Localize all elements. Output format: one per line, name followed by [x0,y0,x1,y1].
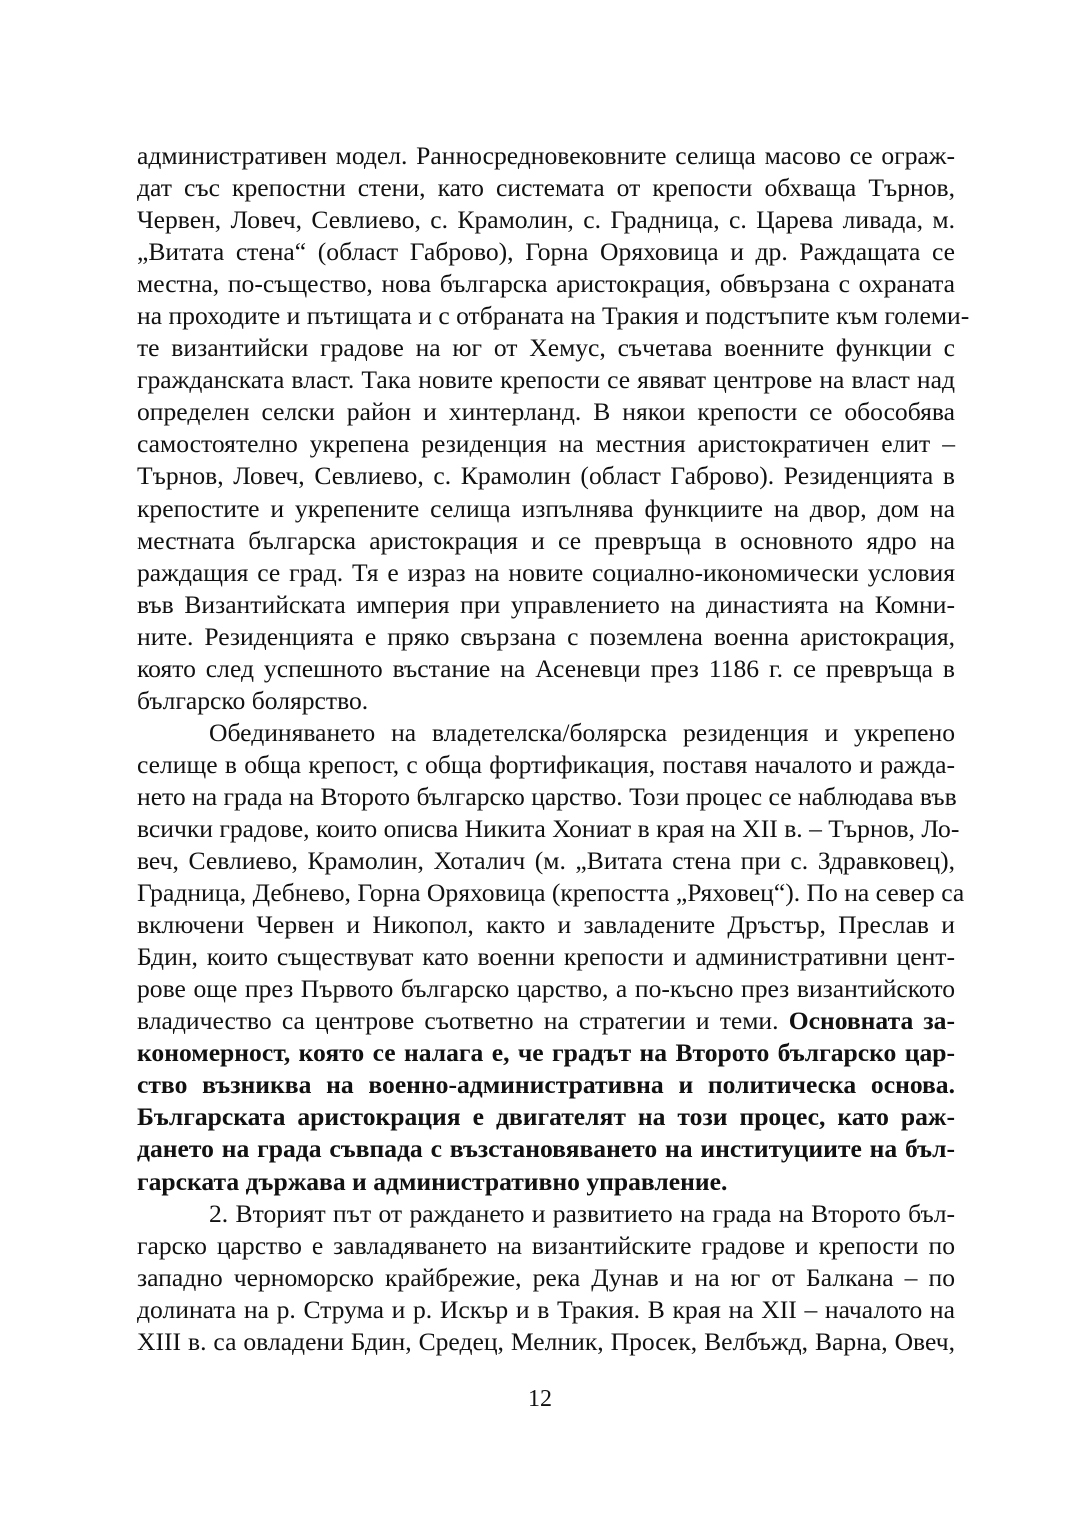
text-line: във Византийската империя при управлението на династията на Комни- [137,589,955,619]
text-line: всички градове, които описва Никита Хониат в края на XII в. – Търнов, Ло- [137,813,960,843]
paragraph-1 [137,140,970,717]
emphasis-line: ство възниква на военно-административна и политическа основа. [137,1070,955,1100]
text-line: гражданската власт. Така новите крепости се явяват центрове на власт над [137,365,955,395]
emphasis-text: Основната за- [788,1006,955,1036]
text-line: 2. Вторият път от раждането и развитието на града на Второто бъл- [209,1198,955,1228]
emphasis-line: гарската държава и административно управление. [137,1166,728,1196]
text-line: дат със крепостни стени, като системата от крепости обхваща Търнов, [137,173,955,203]
text-line: крепостите и укрепените селища изпълнява функциите на двор, дом на [137,493,955,523]
text-line: българско болярство. [137,685,369,715]
text-line: Търнов, Ловеч, Севлиево, с. Крамолин (област Габрово). Резиденцията в [137,461,955,491]
emphasis-line: дането на града съвпада с възстановяването на институциите на бъл- [137,1134,955,1164]
text-line: селище в обща крепост, с обща фортификация, поставя началото и ражда- [137,749,955,779]
text-line: „Витата стена“ (област Габрово), Горна Оряховица и др. Раждащата се [137,237,955,267]
emphasis-line: Българската аристокрация е двигателят на този процес, като раж- [137,1102,955,1132]
text-line: Градница, Дебнево, Горна Оряховица (крепостта „Ряховец“). По на север са [137,878,965,908]
text-line: самостоятелно укрепена резиденция на местния аристократичен елит – [137,429,955,459]
text-line: XIII в. са овладени Бдин, Средец, Мелник, Просек, Велбъжд, Варна, Овеч, [137,1326,955,1356]
text-line: рове още през Първото българско царство, а по-късно през византийското [137,974,955,1004]
emphasis-line: кономерност, която се налага е, че градът на Второто българско цар- [137,1038,955,1068]
page-body [137,140,970,1358]
text-line: веч, Севлиево, Крамолин, Хоталич (м. „Витата стена при с. Здравковец), [137,846,955,876]
text-line: нето на града на Второто българско царство. Този процес се наблюдава във [137,781,957,811]
text-line: ните. Резиденцията е пряко свързана с поземлена военна аристокрация, [137,621,955,651]
text-line: те византийски градове на юг от Хемус, съчетава военните функции с [137,333,955,363]
text-line: Бдин, които съществуват като военни крепости и административни цент- [137,942,955,972]
text-line: Обединяването на владетелска/болярска резиденция и укрепено [209,717,955,747]
text-line: административен модел. Ранносредновековните селища масово се ограж- [137,141,955,170]
text-line: гарско царство е завладяването на византийските градове и крепости по [137,1230,955,1260]
text-line: определен селски район и хинтерланд. В някои крепости се обособява [137,397,955,427]
page-number: 12 [528,1386,552,1412]
regular-text: владичество са центрове съответно на стратегии и теми. [137,1006,779,1036]
text-line: долината на р. Струма и р. Искър и в Тракия. В края на XII – началото на [137,1294,955,1324]
text-line: западно черноморско крайбрежие, река Дунав и на юг от Балкана – по [137,1262,955,1292]
text-line: раждащия се град. Тя е израз на новите социално-икономически условия [137,557,955,587]
text-line: на проходите и пътищата и с отбраната на Тракия и подстъпите към големи- [137,301,970,331]
paragraph-3 [137,1198,955,1358]
mixed-text-line [137,1005,955,1037]
paragraph-2 [137,717,965,1198]
text-line: която след успешното въстание на Асеневци през 1186 г. се превръща в [137,653,955,683]
text-line: Червен, Ловеч, Севлиево, с. Крамолин, с. Градница, с. Царева ливада, м. [137,205,955,235]
text-line: местната българска аристокрация и се превръща в основното ядро на [137,525,955,555]
text-line: местна, по-същество, нова българска аристокрация, обвързана с охраната [137,269,955,299]
text-line: включени Червен и Никопол, както и завладените Дръстър, Преслав и [137,910,955,940]
